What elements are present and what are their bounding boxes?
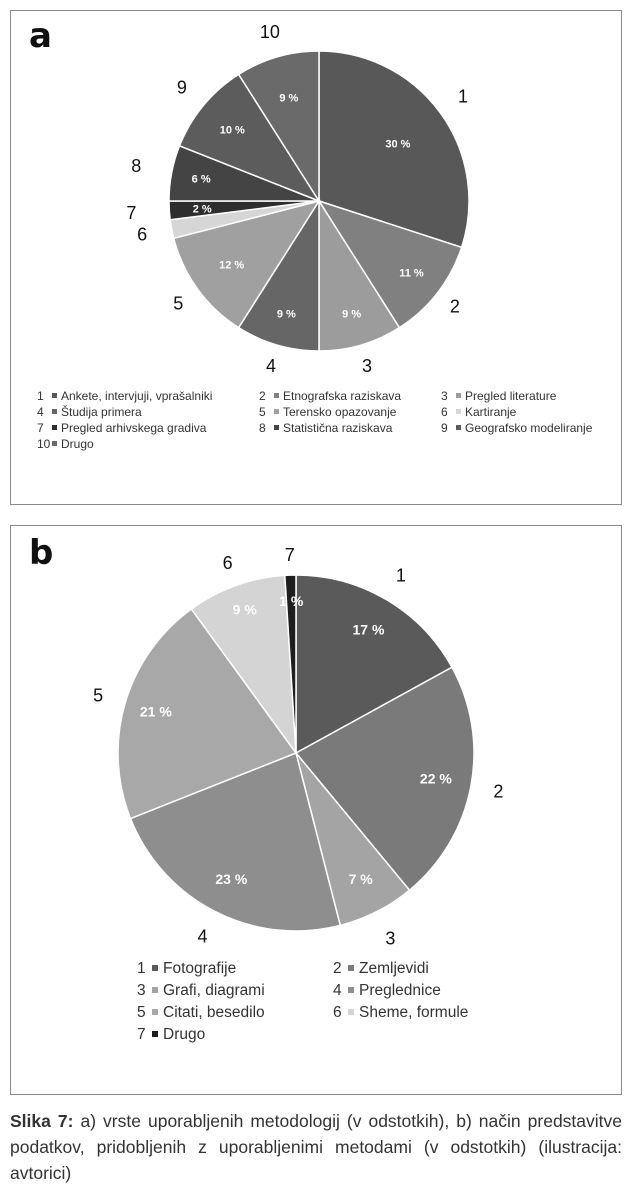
pie-slice-number-a-1: 1	[457, 86, 469, 107]
legend-label: Sheme, formule	[359, 1004, 469, 1021]
legend-item-a-9	[441, 421, 592, 435]
pie-slice-number-b-4: 4	[197, 926, 208, 947]
legend-number: 2	[333, 960, 342, 977]
legend-number: 2	[259, 389, 266, 403]
legend-number: 1	[37, 389, 44, 403]
pie-slice-number-a-6: 6	[137, 224, 148, 245]
legend-item-b-7	[137, 1026, 205, 1044]
legend-swatch	[152, 987, 158, 993]
pie-slice-number-b-3: 3	[385, 928, 396, 949]
legend-item-a-8	[259, 421, 392, 435]
legend-swatch	[456, 393, 461, 398]
panel-label-b: b	[29, 533, 54, 573]
legend-item-b-2	[333, 960, 429, 978]
legend-label: Študija primera	[61, 405, 142, 419]
legend-swatch	[348, 965, 354, 971]
legend-label: Pregled literature	[465, 389, 557, 403]
pie-pct-label-b-3: 7 %	[348, 870, 373, 887]
pie-slice-number-a-7: 7	[126, 202, 137, 223]
legend-item-a-7	[37, 421, 206, 435]
legend-item-a-5	[259, 405, 396, 419]
legend-swatch	[52, 393, 57, 398]
legend-number: 8	[259, 421, 266, 435]
legend-swatch	[348, 1009, 354, 1015]
legend-item-a-10	[37, 437, 94, 451]
pie-pct-label-a-2: 11 %	[399, 267, 424, 280]
legend-label: Terensko opazovanje	[283, 405, 397, 419]
legend-label: Ankete, intervjuji, vprašalniki	[61, 389, 213, 403]
legend-number: 6	[333, 1004, 342, 1021]
legend-label: Fotografije	[163, 960, 237, 977]
legend-swatch	[348, 987, 354, 993]
legend-swatch	[456, 409, 461, 414]
legend-item-a-3	[441, 389, 556, 403]
legend-label: Drugo	[163, 1026, 206, 1043]
legend-item-b-3	[137, 982, 265, 1000]
legend-label: Drugo	[61, 437, 94, 451]
legend-number: 4	[333, 982, 342, 999]
chart-panel-b	[10, 525, 622, 1095]
legend-swatch	[152, 965, 158, 971]
legend-swatch	[152, 1009, 158, 1015]
pie-pct-label-b-2: 22 %	[419, 770, 452, 787]
pie-pct-label-b-4: 23 %	[215, 870, 248, 887]
pie-slice-number-b-2: 2	[493, 781, 504, 802]
legend-item-b-4	[333, 982, 441, 1000]
pie-chart-b	[11, 526, 623, 949]
legend-item-b-1	[137, 960, 236, 978]
pie-pct-label-a-1: 30 %	[385, 138, 411, 151]
pie-slice-number-a-10: 10	[259, 21, 280, 42]
legend-number: 9	[441, 421, 448, 435]
legend-item-b-5	[137, 1004, 265, 1022]
legend-label: Kartiranje	[465, 405, 517, 419]
pie-pct-label-a-7: 2 %	[192, 203, 212, 216]
legend-number: 1	[137, 960, 146, 977]
legend-number: 5	[137, 1004, 146, 1021]
legend-item-a-2	[259, 389, 401, 403]
pie-pct-label-a-10: 9 %	[279, 92, 299, 105]
pie-pct-label-b-6: 9 %	[232, 601, 257, 618]
legend-item-a-1	[37, 389, 212, 403]
legend-number: 10	[37, 437, 51, 451]
pie-slice-number-a-5: 5	[173, 293, 184, 314]
legend-swatch	[274, 409, 279, 414]
legend-swatch	[52, 409, 57, 414]
legend-swatch	[274, 393, 279, 398]
pie-pct-label-b-1: 17 %	[352, 621, 385, 638]
legend-label: Grafi, diagrami	[163, 982, 265, 999]
chart-panel-a	[10, 10, 622, 505]
caption-text: a) vrste uporabljenih metodologij (v odstotkih), b) način predstavitve podatkov, pridobljenih z uporabljenimi metodami (v odstotkih) (ilustracija: avtorici)	[10, 1111, 622, 1183]
pie-slice-number-a-2: 2	[449, 296, 460, 317]
pie-slice-number-a-4: 4	[266, 356, 277, 377]
pie-pct-label-a-4: 9 %	[276, 308, 296, 321]
legend-number: 4	[37, 405, 44, 419]
legend-item-a-4	[37, 405, 142, 419]
legend-swatch	[52, 425, 57, 430]
legend-swatch	[456, 425, 461, 430]
legend-item-b-6	[333, 1004, 468, 1022]
legend-swatch	[274, 425, 279, 430]
pie-slice-number-b-1: 1	[395, 565, 406, 586]
pie-pct-label-a-5: 12 %	[219, 259, 245, 272]
pie-chart-a	[11, 11, 623, 391]
legend-number: 7	[137, 1026, 146, 1043]
legend-number: 6	[441, 405, 448, 419]
legend-label: Zemljevidi	[359, 960, 429, 977]
legend-number: 3	[441, 389, 448, 403]
figure-caption	[10, 1108, 622, 1186]
legend-label: Preglednice	[359, 982, 441, 999]
legend-swatch	[152, 1031, 158, 1037]
panel-label-a: a	[29, 16, 52, 56]
legend-label: Citati, besedilo	[163, 1004, 265, 1021]
pie-pct-label-b-7: 1 %	[279, 592, 304, 609]
pie-pct-label-b-5: 21 %	[139, 703, 172, 720]
pie-slice-number-b-7: 7	[284, 545, 295, 566]
pie-slice-number-a-9: 9	[176, 77, 187, 98]
legend-label: Pregled arhivskega gradiva	[61, 421, 207, 435]
legend-number: 7	[37, 421, 44, 435]
pie-slice-number-b-5: 5	[93, 685, 104, 706]
pie-pct-label-a-9: 10 %	[219, 124, 245, 137]
pie-pct-label-a-8: 6 %	[191, 173, 211, 186]
pie-slice-number-a-8: 8	[131, 156, 142, 177]
caption-lead: Slika 7:	[10, 1111, 74, 1131]
legend-label: Geografsko modeliranje	[465, 421, 593, 435]
legend-label: Statistična raziskava	[283, 421, 393, 435]
legend-label: Etnografska raziskava	[283, 389, 402, 403]
legend-number: 3	[137, 982, 146, 999]
legend-swatch	[52, 441, 57, 446]
pie-slice-number-a-3: 3	[361, 356, 372, 377]
legend-item-a-6	[441, 405, 516, 419]
pie-pct-label-a-3: 9 %	[342, 308, 362, 321]
legend-number: 5	[259, 405, 266, 419]
pie-slice-number-b-6: 6	[222, 552, 233, 573]
